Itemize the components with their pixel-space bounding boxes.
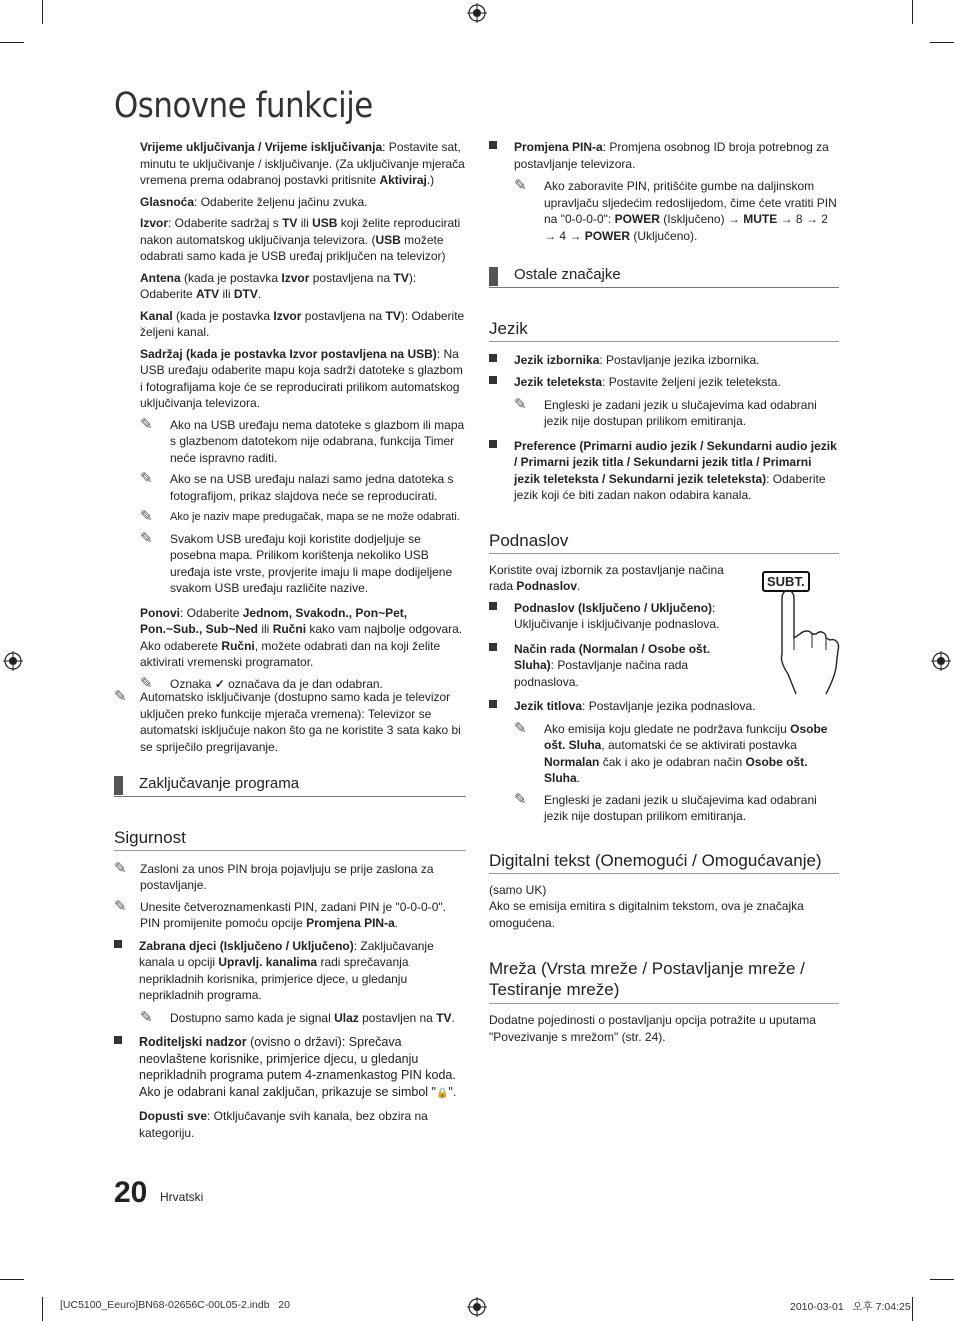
heading-digitalni: Digitalni tekst (Onemogući / Omogućavanje) [489,853,839,874]
bullet-promjena-pin: Promjena PIN-a: Promjena osobnog ID broja potrebnog za postavljanje televizora. [489,139,839,172]
paragraph-kanal: Kanal (kada je postavka Izvor postavljena na TV): Odaberite željeni kanal. [140,308,465,339]
section-ostale [489,267,839,288]
paragraph-podnaslov: Koristite ovaj izbornik za postavljanje načina rada Podnaslov. [489,562,724,593]
bullet-zabrana: Zabrana djeci (Isključeno / Uključeno): Zaključavanje kanala u opciji Upravlj. kanalima radi sprečavanja neprikladnih korisnika, primjerice djece, u gledanju neprikladnih programa. [114,938,466,1004]
page-title: Osnovne funkcije [114,86,373,126]
heading-mreza: Mreža (Vrsta mreže / Postavljanje mreže / Testiranje mreže) [489,958,839,1004]
paragraph-vrijeme: Vrijeme uključivanja / Vrijeme isključivanja: Postavite sat, minutu te uključivanje / isključivanje. (Za uključivanje mjerača vremena prema odabranoj postavki pritisnite Aktiviraj.) [140,140,465,187]
note-pencil-icon: ✎ [140,470,153,487]
crop-mark [0,1279,24,1280]
paragraph-uk: (samo UK) [489,882,547,897]
bullet-nacin-rada: Način rada (Normalan / Osobe ošt. Sluha): Postavljanje načina rada podnaslova. [489,641,714,691]
bullet-square [489,354,497,362]
paragraph-izvor: Izvor: Odaberite sadržaj s TV ili USB koji želite reproducirati nakon automatskog uključivanja televizora. (USB možete odabrati samo kada je USB uređaj priključen na televizor) [140,216,461,263]
note-pin1: ✎ Zasloni za unos PIN broja pojavljuju se prije zaslona za postavljanje. [114,859,434,892]
note-auto-off: ✎ Automatsko isključivanje (dostupno samo kada je televizor uključen preko funkcije mjerača vremena): Televizor se automatski isključuje nakon što ga ne koristite 3 sata kako bi se spriječilo pregrijavanje. [114,688,461,754]
note: ✎ Ako je naziv mape predugačak, mapa se ne može odabrati. [140,508,460,525]
paragraph-glasnoca: Glasnoća: Odaberite željenu jačinu zvuka. [140,194,368,209]
paragraph-mreza: Dodatne pojedinosti o postavljanju opcija potražite u uputama "Povezivanje s mrežom" (str. 24). [489,1013,816,1044]
bullet-jezik-titlova: Jezik titlova: Postavljanje jezika podnaslova. [489,698,839,715]
pointing-hand-icon [760,568,840,698]
bullet-square [489,643,497,651]
paragraph-antena: Antena (kada je postavka Izvor postavljena na TV): Odaberite ATV ili DTV. [140,270,417,301]
note-pencil-icon: ✎ [140,529,153,547]
registration-mark-icon [467,1297,487,1317]
heading-sigurnost: Sigurnost [114,830,466,851]
section-digitalni [489,853,839,936]
registration-mark-icon [467,3,487,23]
crop-mark [42,1297,43,1321]
note-oznaka: ✎ Oznaka ✓ označava da je dan odabran. [140,674,383,692]
subheading-zakljucavanje: Zaključavanje programa [114,776,466,797]
bullet-podnaslov-onoff: Podnaslov (Isključeno / Uključeno): Uključivanje i isključivanje podnaslova. [489,600,729,633]
footer-timestamp: 2010-03-01 오후 7:04:25 [790,1301,911,1313]
note-pencil-icon: ✎ [140,674,153,692]
paragraph-ponovi: Ponovi: Odaberite Jednom, Svakodn., Pon~Pet, Pon.~Sub., Sub~Ned ili Ručni kako vam najbolje odgovara. Ako odaberete Ručni, možete odabrati dan na koji želite aktivirati vremenski programator. [140,605,463,669]
section-jezik [489,321,839,510]
crop-mark [0,42,24,43]
subheading-ostale: Ostale značajke [489,267,839,288]
note-pencil-icon: ✎ [140,415,153,433]
note: ✎ Ako se na USB uređaju nalazi samo jedna datoteka s fotografijom, prikaz slajdova neće se reproducirati. [140,470,454,503]
note-pencil-icon: ✎ [514,177,527,194]
note-pencil-icon: ✎ [114,859,127,877]
note-tt: ✎ Engleski je zadani jezik u slučajevima kad odabrani jezik nije dostupan prilikom emitiranja. [514,395,817,428]
paragraph-dopusti: Dopusti sve: Otključavanje svih kanala, bez obzira na kategoriju. [139,1109,428,1140]
subheading-bar [489,267,498,286]
bullet-jezik-teleteksta: Jezik teleteksta: Postavite željeni jezik teleteksta. [489,374,839,391]
heading-podnaslov: Podnaslov [489,533,839,554]
footer-file-info: [UC5100_Eeuro]BN68-02656C-00L05-2.indb 20 [60,1299,290,1311]
note: ✎ Svakom USB uređaju koji koristite dodjeljuje se posebna mapa. Prilikom korištenja nekoliko USB uređaja iste vrste, provjerite imaju li mape dodijeljene svakom USB uređaju različite nazive. [140,529,453,595]
note-ulaz: ✎ Dostupno samo kada je signal Ulaz postavljen na TV. [140,1008,455,1026]
subt-button-illustration [760,568,840,698]
note: ✎ Ako na USB uređaju nema datoteke s glazbom ili mapa s glazbenom datotekom nije odabrana, funkcija Timer neće ispravno raditi. [140,415,465,465]
section-mreza [489,958,839,1050]
bullet-square [489,700,497,708]
note-osobe: ✎ Ako emisija koju gledate ne podržava funkciju Osobe ošt. Sluha, automatski će se aktivirati postavka Normalan čak i ako je odabran način Osobe ošt. Sluha. [514,719,828,785]
footer-language: Hrvatski [160,1190,204,1204]
crop-mark [930,1279,954,1280]
paragraph-digitalni: Ako se emisija emitira s digitalnim tekstom, ova je značajka omogućena. [489,899,804,930]
bullet-jezik-izbornika: Jezik izbornika: Postavljanje jezika izbornika. [489,352,839,369]
section-sigurnost [114,830,466,1146]
bullet-square [489,440,497,448]
bullet-square [489,376,497,384]
crop-mark [912,0,913,24]
right-top [489,139,839,249]
left-column [140,139,466,697]
heading-jezik: Jezik [489,321,839,342]
subheading-bar [114,776,123,795]
bullet-square [114,940,122,948]
bullet-square [489,602,497,610]
bullet-preference: Preference (Primarni audio jezik / Sekundarni audio jezik / Primarni jezik titla / Sekundarni jezik titla / Primarni jezik teleteksta / Sekundarni jezik teleteksta): Odaberite jezik koji će biti zadan nakon odabira kanala. [489,438,839,504]
note-pencil-icon: ✎ [114,897,127,915]
registration-mark-icon [931,651,951,671]
subt-button-label: SUBT. [762,571,810,592]
crop-mark [42,0,43,24]
bullet-square [489,141,497,149]
paragraph-sadrzaj: Sadržaj (kada je postavka Izvor postavljena na USB): Na USB uređaju odaberite mapu koja sadrži datoteke s glazbom i fotografijama koje će se reproducirati prilikom automatskog uključivanja televizora. [140,346,463,410]
note-pencil-icon: ✎ [140,1008,153,1026]
note-pencil-icon: ✎ [140,508,153,525]
note-engleski: ✎ Engleski je zadani jezik u slučajevima kad odabrani jezik nije dostupan prilikom emitiranja. [514,790,817,823]
crop-mark [930,42,954,43]
note-pencil-icon: ✎ [514,790,527,808]
lock-icon: 🔒 [435,1087,449,1099]
note-pencil-icon: ✎ [514,719,527,737]
section-lock [114,776,466,797]
bullet-roditeljski: Roditeljski nadzor (ovisno o državi): Sprečava neovlaštene korisnike, primjerice djecu, u gledanju neprikladnih programa putem 4-znamenkastog PIN koda. Ako je odabrani kanal zaključan, prikazuje se simbol "🔒". [114,1034,466,1102]
bullet-square [114,1036,122,1044]
note-pencil-icon: ✎ [114,688,127,705]
page-number: 20 [114,1176,148,1209]
crop-mark [912,1297,913,1321]
checkmark-icon: ✓ [214,676,225,691]
registration-mark-icon [3,651,23,671]
note-pin2: ✎ Unesite četveroznamenkasti PIN, zadani PIN je "0-0-0-0". PIN promijenite pomoću opcije Promjena PIN-a. [114,897,446,930]
note-pencil-icon: ✎ [514,395,527,413]
note-pin-reset: ✎ Ako zaboravite PIN, pritišćite gumbe na daljinskom upravljaču sljedećim redoslijedom, čime ćete vratiti PIN na "0-0-0-0": POWER (Isključeno) → MUTE → 8 → 2 → 4 → POWER (Uključeno). [514,177,837,243]
